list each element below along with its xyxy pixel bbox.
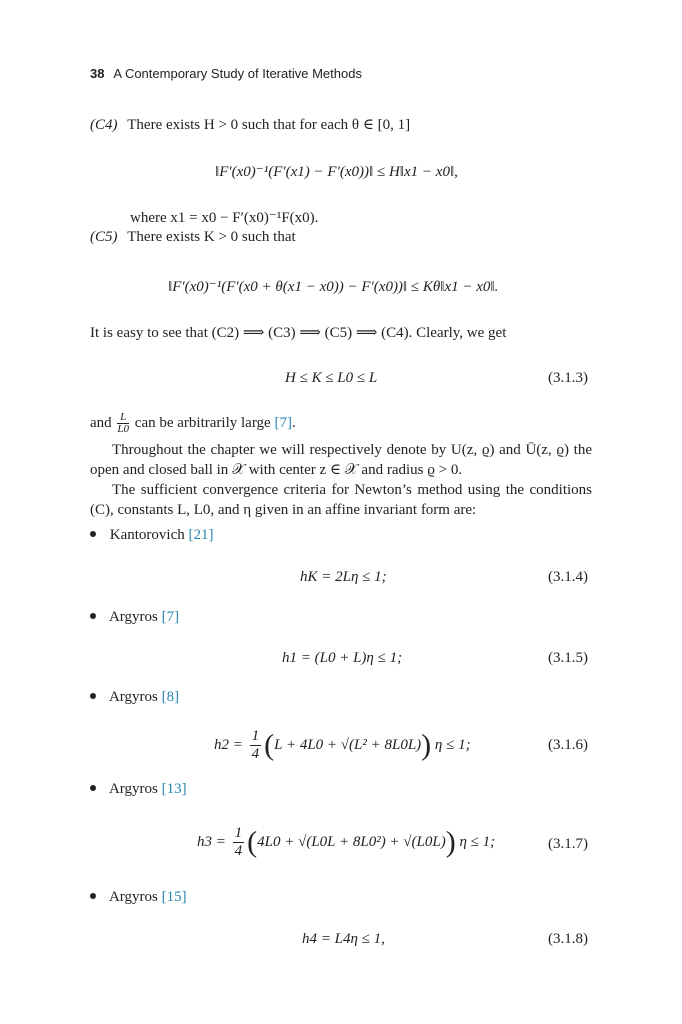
item-name: Argyros xyxy=(108,889,158,905)
c4-label: (C4) xyxy=(90,117,118,133)
list-item xyxy=(90,527,213,544)
left-paren: ( xyxy=(264,728,275,762)
c5-formula: ‖F′(x0)⁻¹(F′(x0 + θ(x1 − x0)) − F′(x0))‖ ≤ Kθ‖x1 − x0‖. xyxy=(168,279,499,295)
bullet-icon xyxy=(90,893,96,899)
ratio-line-before: and xyxy=(90,414,112,431)
c4-formula: ‖F′(x0)⁻¹(F′(x1) − F′(x0))‖ ≤ H‖x1 − x0‖, xyxy=(215,164,458,180)
eq-3-1-4-number: (3.1.4) xyxy=(548,569,588,585)
ratio-line-after: can be arbitrarily large xyxy=(134,414,271,431)
eq-3-1-7-number: (3.1.7) xyxy=(548,836,588,852)
eq-3-1-7-body: 4L0 + √(L0L + 8L0²) + √(L0L) xyxy=(257,833,446,850)
ratio-line xyxy=(90,412,296,435)
list-item xyxy=(90,781,187,798)
citation-link[interactable]: [15] xyxy=(161,889,187,905)
eq-3-1-6-body: L + 4L0 + √(L² + 8L0L) xyxy=(274,736,422,753)
eq-3-1-7-fraction xyxy=(233,825,245,860)
bullet-icon xyxy=(90,531,96,537)
eq-3-1-3-formula: H ≤ K ≤ L0 ≤ L xyxy=(285,370,378,386)
item-name: Argyros xyxy=(108,781,158,797)
ratio-frac-den: L0 xyxy=(117,423,130,435)
ratio-frac-num: L xyxy=(117,412,129,424)
condition-c5 xyxy=(90,229,296,246)
eq-3-1-6-frac-den: 4 xyxy=(251,746,260,762)
running-title: A Contemporary Study of Iterative Methods xyxy=(113,66,362,81)
paragraph-criteria: The sufficient convergence criteria for Newton’s method using the conditions (C), constants L, L0, and η given in an affine invariant form are: xyxy=(90,482,592,518)
ratio-fraction xyxy=(117,412,129,435)
eq-3-1-7-formula xyxy=(197,825,495,860)
list-item xyxy=(90,609,179,626)
left-paren: ( xyxy=(247,825,258,859)
citation-link[interactable]: [21] xyxy=(188,527,214,543)
eq-3-1-4-formula: hK = 2Lη ≤ 1; xyxy=(300,569,387,585)
eq-3-1-8-formula: h4 = L4η ≤ 1, xyxy=(302,931,385,947)
eq-3-1-5-number: (3.1.5) xyxy=(548,650,588,666)
c5-text: There exists K > 0 such that xyxy=(127,229,296,245)
right-paren: ) xyxy=(421,728,432,762)
eq-3-1-7-lhs: h3 = xyxy=(197,833,226,850)
list-item xyxy=(90,689,179,706)
page-number: 38 xyxy=(90,66,105,81)
citation-link[interactable]: [7] xyxy=(274,414,292,431)
eq-3-1-6-formula xyxy=(214,728,471,763)
bullet-icon xyxy=(90,613,96,619)
eq-3-1-7-frac-num: 1 xyxy=(234,825,243,841)
c5-label: (C5) xyxy=(90,229,118,245)
eq-3-1-6-fraction xyxy=(250,728,262,763)
eq-3-1-8-number: (3.1.8) xyxy=(548,931,588,947)
right-paren: ) xyxy=(445,825,456,859)
ratio-line-end: . xyxy=(291,414,296,431)
bullet-icon xyxy=(90,693,96,699)
citation-link[interactable]: [13] xyxy=(161,781,187,797)
eq-3-1-3-number: (3.1.3) xyxy=(548,370,588,386)
running-header xyxy=(90,66,362,81)
eq-3-1-6-frac-num: 1 xyxy=(251,728,260,744)
condition-c4 xyxy=(90,115,410,134)
item-name: Argyros xyxy=(108,689,158,705)
item-name: Argyros xyxy=(108,609,158,625)
eq-3-1-6-rhs: η ≤ 1; xyxy=(434,736,471,753)
eq-3-1-6-lhs: h2 = xyxy=(214,736,243,753)
eq-3-1-5-formula: h1 = (L0 + L)η ≤ 1; xyxy=(282,650,403,666)
eq-3-1-7-frac-den: 4 xyxy=(234,843,243,859)
eq-3-1-7-rhs: η ≤ 1; xyxy=(459,833,496,850)
citation-link[interactable]: [7] xyxy=(161,609,180,625)
citation-link[interactable]: [8] xyxy=(161,689,180,705)
c4-text: There exists H > 0 such that for each θ ∈ [0, 1] xyxy=(127,117,411,133)
list-item xyxy=(90,889,187,906)
paragraph-balls: Throughout the chapter we will respectively denote by U(z, ϱ) and Ū(z, ϱ) the open and closed ball in 𝒳 with center z ∈ 𝒳 and radius ϱ > 0. xyxy=(90,442,592,478)
bullet-icon xyxy=(90,785,96,791)
item-name: Kantorovich xyxy=(109,527,185,543)
c4-where: where x1 = x0 − F′(x0)⁻¹F(x0). xyxy=(130,210,319,226)
eq-3-1-6-number: (3.1.6) xyxy=(548,737,588,753)
implication-line: It is easy to see that (C2) ⟹ (C3) ⟹ (C5) ⟹ (C4). Clearly, we get xyxy=(90,325,507,341)
